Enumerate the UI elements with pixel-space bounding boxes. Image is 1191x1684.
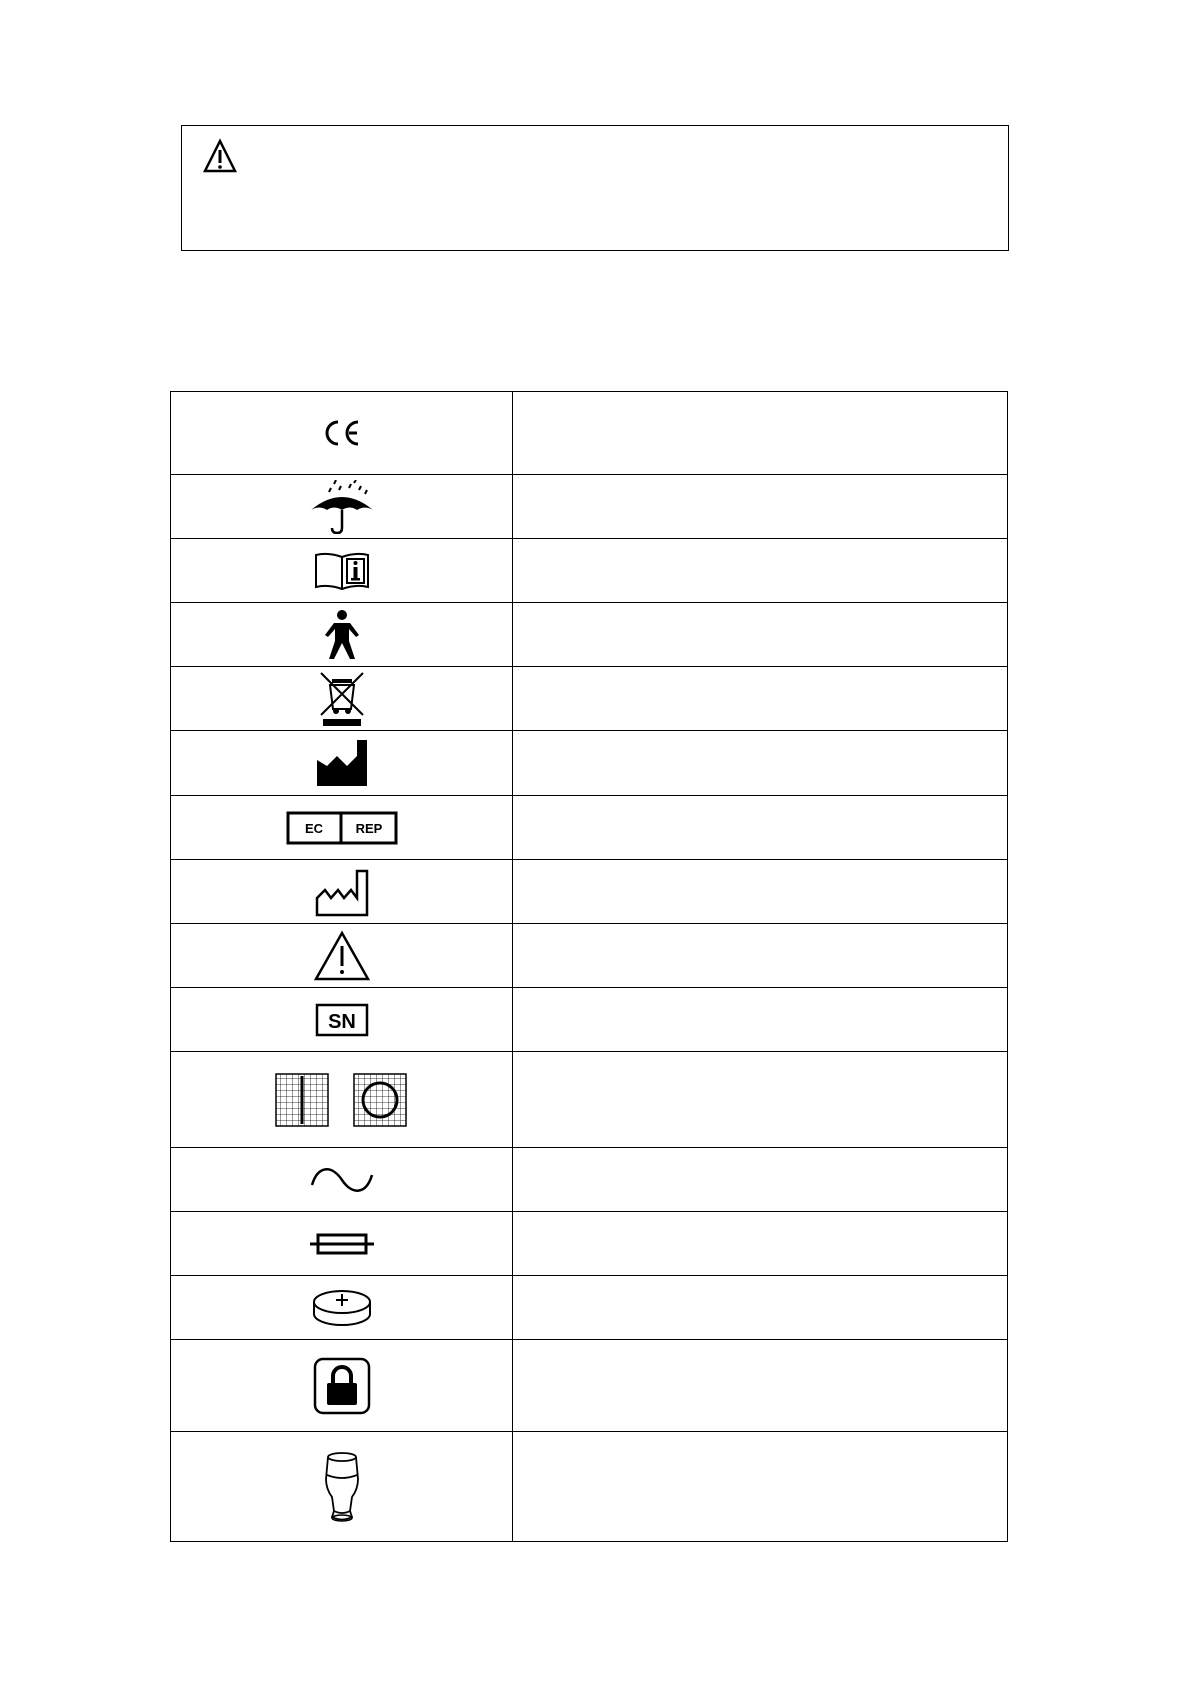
table-row bbox=[171, 731, 1008, 796]
keep-dry-icon bbox=[307, 480, 377, 534]
ce-mark-icon bbox=[322, 418, 362, 448]
symbol-description bbox=[513, 603, 1008, 667]
symbol-description bbox=[513, 539, 1008, 603]
type-b-applied-part-icon bbox=[322, 609, 362, 661]
warning-box bbox=[181, 125, 1009, 251]
table-row bbox=[171, 392, 1008, 475]
sn-label: SN bbox=[327, 1010, 356, 1033]
table-row bbox=[171, 475, 1008, 539]
symbol-description bbox=[513, 1276, 1008, 1340]
table-row bbox=[171, 796, 1008, 860]
warning-triangle-icon bbox=[202, 138, 238, 174]
table-row bbox=[171, 1432, 1008, 1542]
date-of-manufacture-icon bbox=[314, 866, 370, 918]
consult-instructions-icon bbox=[314, 551, 370, 591]
symbol-description bbox=[513, 1432, 1008, 1542]
table-row bbox=[171, 1212, 1008, 1276]
symbol-description bbox=[513, 988, 1008, 1052]
battery-icon bbox=[311, 1288, 373, 1328]
manufacturer-icon bbox=[315, 738, 369, 788]
symbol-description bbox=[513, 667, 1008, 731]
table-row bbox=[171, 1276, 1008, 1340]
symbol-description bbox=[513, 1052, 1008, 1148]
liquid-container-icon bbox=[322, 1451, 362, 1523]
ecg-grid-icon bbox=[274, 1072, 410, 1128]
symbol-description bbox=[513, 796, 1008, 860]
table-row bbox=[171, 603, 1008, 667]
symbol-description bbox=[513, 1212, 1008, 1276]
symbol-description bbox=[513, 731, 1008, 796]
table-row bbox=[171, 988, 1008, 1052]
symbol-description bbox=[513, 1148, 1008, 1212]
serial-number-icon bbox=[315, 1003, 369, 1037]
symbol-description bbox=[513, 475, 1008, 539]
table-row bbox=[171, 1052, 1008, 1148]
symbol-table bbox=[170, 391, 1008, 1542]
table-row bbox=[171, 667, 1008, 731]
symbol-description bbox=[513, 860, 1008, 924]
caution-icon bbox=[313, 930, 371, 982]
weee-disposal-icon bbox=[317, 671, 367, 727]
symbol-description bbox=[513, 924, 1008, 988]
table-row bbox=[171, 860, 1008, 924]
table-row bbox=[171, 1340, 1008, 1432]
lock-icon bbox=[312, 1356, 372, 1416]
symbol-description bbox=[513, 1340, 1008, 1432]
fuse-icon bbox=[308, 1230, 376, 1258]
rep-label: REP bbox=[355, 820, 382, 836]
alternating-current-icon bbox=[310, 1163, 374, 1197]
ec-rep-icon bbox=[286, 811, 398, 845]
table-row bbox=[171, 539, 1008, 603]
symbol-description bbox=[513, 392, 1008, 475]
table-row bbox=[171, 924, 1008, 988]
table-row bbox=[171, 1148, 1008, 1212]
ec-label: EC bbox=[304, 820, 323, 836]
